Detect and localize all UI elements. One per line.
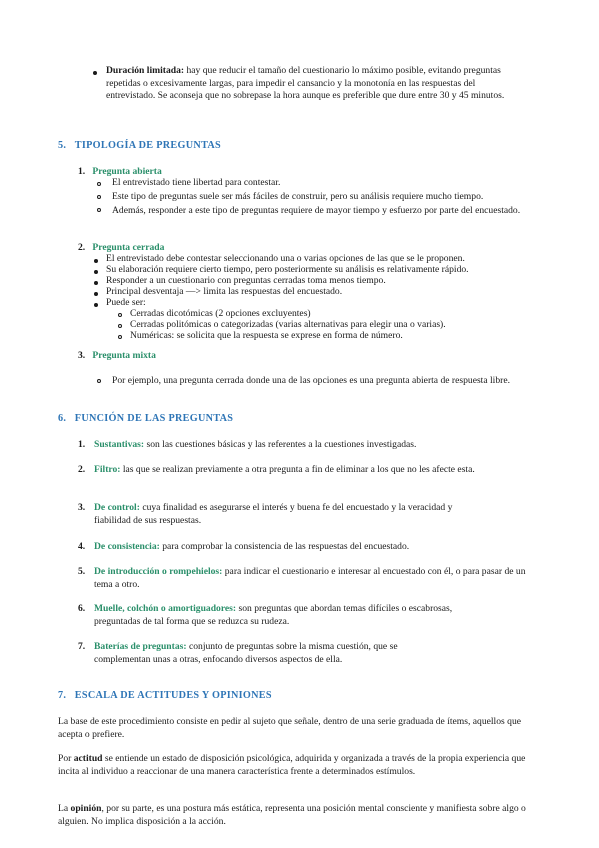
section-6-heading [58,413,233,426]
circle-bullet [118,335,122,339]
function-item-body [94,464,524,477]
duracion-label: Duración limitada: [106,65,185,76]
item-title: Pregunta cerrada [92,242,165,253]
para-text: se entiende un estado de disposición psicológica, adquirida y organizada a través de la propia experiencia que incita al individuo a reaccionar de una manera característica frente a determinados estímulos. [58,753,526,777]
item-number: 1. [78,439,86,450]
function-text: son preguntas que abordan temas difíciles o escabrosas, preguntadas de tal forma que se reduzca su rudeza. [94,603,453,627]
list-item: Su elaboración requiere cierto tiempo, pero posteriormente su análisis es relativamente rápido. [106,264,469,275]
list-item: Responder a un cuestionario con preguntas cerradas toma menos tiempo. [106,275,386,286]
section-5-number: 5. [58,140,67,151]
sub-list-item: Cerradas dicotómicas (2 opciones excluyentes) [130,308,311,319]
paragraph [58,803,546,828]
list-item: El entrevistado debe contestar seleccionando una o varias opciones de las que se le proponen. [106,253,465,264]
duracion-limitada-paragraph [106,65,524,103]
item-number: 5. [78,566,86,577]
para-text: La [58,803,71,814]
list-item: Principal desventaja —> limita las respuestas del encuestado. [106,286,343,297]
section-7-title: ESCALA DE ACTITUDES Y OPINIONES [74,690,272,701]
function-item [78,541,538,554]
circle-bullet [97,182,101,186]
list-item: Este tipo de preguntas suele ser más fáciles de construir, pero su análisis requiere mucho tiempo. [112,191,484,202]
duracion-text: hay que reducir el tamaño del cuestionario lo máximo posible, evitando preguntas repetidas o excesivamente largas, para impedir el cansancio y la monotonía en las respuestas del entrevistado. Se aconseja que no sobrepase la hora aunque es preferible que dure entre 30 y 45 minutos. [106,65,505,102]
function-item [78,502,538,526]
bullet-dot [94,292,98,296]
item-number: 2. [78,242,86,253]
function-item-body [94,439,534,452]
function-item [78,464,538,477]
sub-list-item: Numéricas: se solicita que la respuesta se exprese en forma de número. [130,330,403,341]
item-number: 3. [78,502,86,513]
bullet-dot [94,259,98,263]
function-label: Sustantivas: [94,439,145,450]
function-text: para comprobar la consistencia de las respuestas del encuestado. [159,541,410,552]
list-item: Por ejemplo, una pregunta cerrada donde una de las opciones es una pregunta abierta de respuesta libre. [112,375,510,386]
function-label: Filtro: [94,464,121,475]
item-5-3-heading [78,350,156,363]
function-item [78,603,538,627]
item-title: Pregunta mixta [92,350,156,361]
term-actitud: actitud [73,753,103,764]
para-text: Por [58,753,74,764]
item-number: 4. [78,541,86,552]
bullet-dot [94,281,98,285]
item-number: 2. [78,464,86,475]
bullet-dot [93,71,97,75]
circle-bullet [118,313,122,317]
circle-bullet [97,208,101,212]
list-item: El entrevistado tiene libertad para contestar. [112,177,281,188]
term-opinion: opinión [70,803,102,814]
list-item: Además, responder a este tipo de preguntas requiere de mayor tiempo y esfuerzo por parte del encuestado. [112,205,521,216]
function-item-body [94,641,434,666]
function-text: las que se realizan previamente a otra pregunta a fin de eliminar a los que no les afecte esta. [120,464,475,475]
section-7-heading [58,690,272,703]
function-item [78,641,538,665]
function-item [78,439,538,452]
function-item-body [94,603,464,628]
sub-list-item: Cerradas politómicas o categorizadas (varias alternativas para elegir una o varias). [130,319,446,330]
item-title: Pregunta abierta [92,166,162,177]
section-5-heading [58,140,221,153]
function-item-body [94,502,466,527]
function-label: Muelle, colchón o amortiguadores: [94,603,237,614]
circle-bullet [97,195,101,199]
bullet-dot [94,270,98,274]
item-number: 6. [78,603,86,614]
circle-bullet [118,324,122,328]
function-text: conjunto de preguntas sobre la misma cuestión, que se complementan unas a otras, enfocando diversos aspectos de ella. [94,641,398,665]
item-number: 7. [78,641,86,652]
para-text: , por su parte, es una postura más estática, representa una posición mental consciente y manifiesta sobre algo o alguien. No implica disposición a la acción. [58,803,526,827]
function-label: De introducción o rompehielos: [94,566,223,577]
section-6-number: 6. [58,413,67,424]
list-item: Puede ser: [106,297,146,308]
item-number: 1. [78,166,86,177]
section-5-title: TIPOLOGÍA DE PREGUNTAS [74,140,222,151]
function-label: De consistencia: [94,541,160,552]
function-item-body [94,566,544,591]
paragraph: La base de este procedimiento consiste en pedir al sujeto que señale, dentro de una serie graduada de ítems, aquellos que acepta o prefiere. [58,716,521,740]
function-text: para indicar el cuestionario e interesar al encuestado con él, o para pasar de un tema a otro. [94,566,526,590]
function-text: son las cuestiones básicas y las referentes a la cuestiones investigadas. [144,439,417,450]
function-text: cuya finalidad es asegurarse el interés y buena fe del encuestado y la veracidad y fiabilidad de sus respuestas. [94,502,453,526]
circle-bullet [97,379,101,383]
function-item-body [94,541,534,554]
section-7-number: 7. [58,690,67,701]
paragraph [58,753,546,778]
function-label: Baterías de preguntas: [94,641,187,652]
section-6-title: FUNCIÓN DE LAS PREGUNTAS [74,413,234,424]
bullet-dot [94,303,98,307]
function-item [78,566,548,590]
item-number: 3. [78,350,86,361]
function-label: De control: [94,502,140,513]
